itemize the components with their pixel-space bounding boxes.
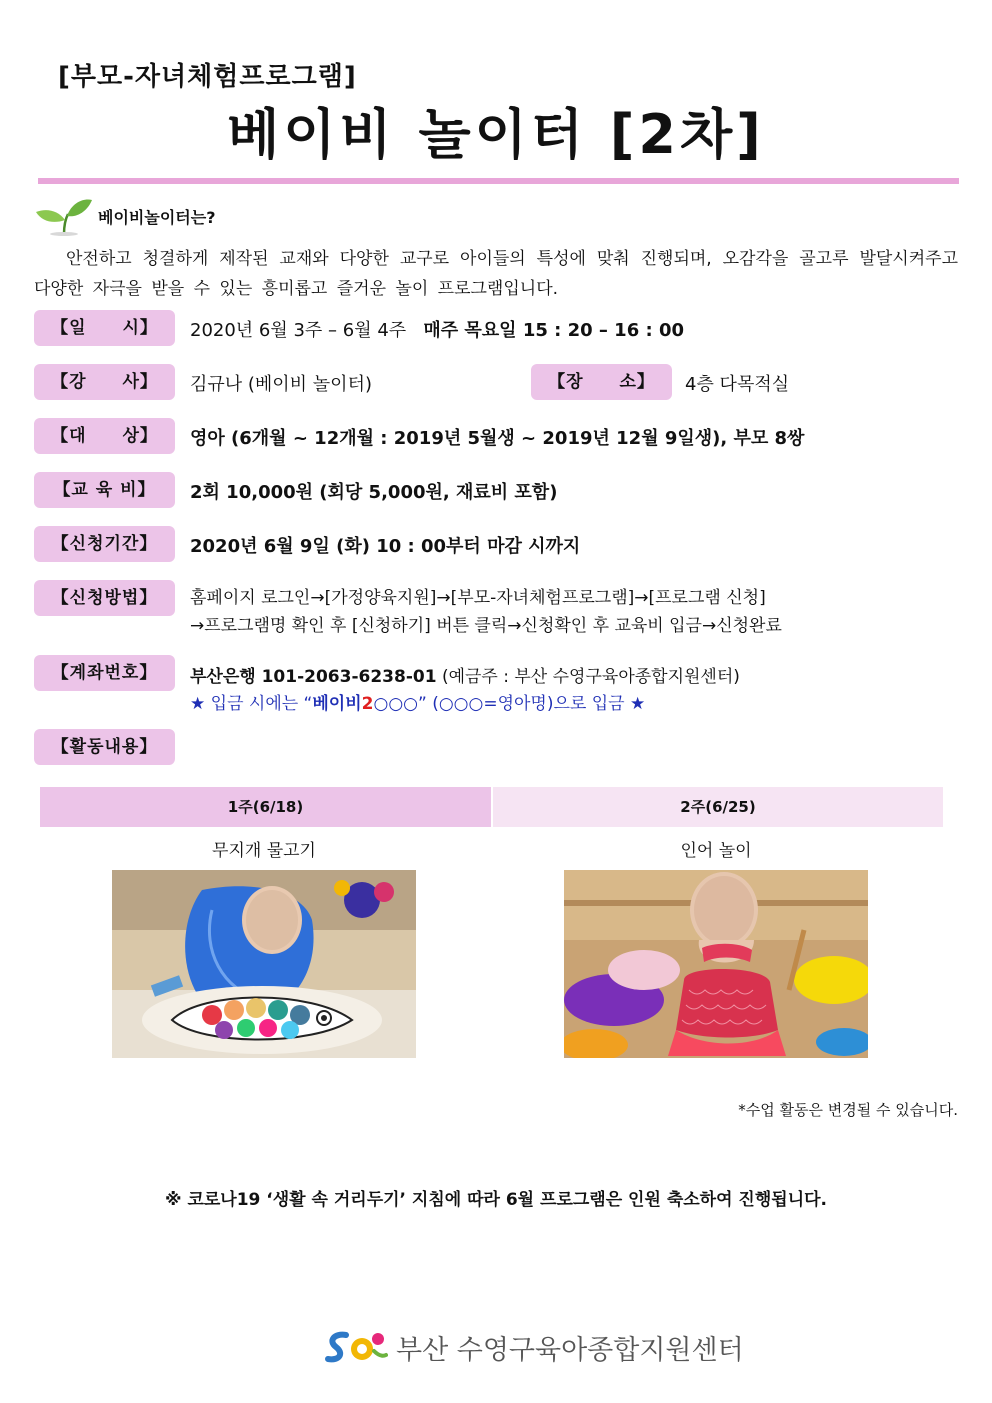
rainbow-fish-photo: [112, 870, 416, 1058]
account-number: 부산은행 101-2063-6238-01: [190, 667, 437, 687]
period-value: 2020년 6월 9일 (화) 10 : 00부터 마감 시까지: [190, 536, 581, 557]
deposit-note: [190, 689, 645, 714]
instructor-value: 김규나 (베이비 놀이터): [190, 374, 372, 395]
fee-value: 2회 10,000원 (회당 5,000원, 재료비 포함): [190, 482, 558, 503]
activity-table-header: [40, 787, 943, 827]
deposit-note-prefix: ★ 입금 시에는 “: [190, 694, 313, 714]
method-step1: 홈페이지 로그인→[가정양육지원]→[부모-자녀체험프로그램]→[프로그램 신청]: [190, 588, 766, 608]
period-label: 【신청기간】: [34, 526, 175, 562]
instructor-label: 【강 사】: [34, 364, 175, 400]
week2-header: 2주(6/25): [493, 787, 943, 827]
date-time: 매주 목요일 15 : 20 – 16 : 00: [423, 320, 685, 341]
target-value: 영아 (6개월 ~ 12개월 : 2019년 5월생 ~ 2019년 12월 9일생), 부모 8쌍: [190, 428, 805, 449]
date-label: 【일 시】: [34, 310, 175, 346]
account-label: 【계좌번호】: [34, 655, 175, 691]
week1-header: 1주(6/18): [40, 787, 493, 827]
covid-notice: ※ 코로나19 ‘생활 속 거리두기’ 지침에 따라 6월 프로그램은 인원 축소하여 진행됩니다.: [165, 1190, 827, 1210]
footer-logo: [324, 1325, 744, 1369]
sprout-icon: [34, 196, 94, 236]
account-holder: (예금주 : 부산 수영구육아종합지원센터): [441, 667, 740, 687]
date-range: 2020년 6월 3주 – 6월 4주: [190, 320, 407, 341]
deposit-note-bold: 베이비: [312, 694, 362, 714]
program-category: [부모-자녀체험프로그램]: [58, 62, 357, 92]
place-value: 4층 다목적실: [685, 374, 790, 395]
schedule-change-note: *수업 활동은 변경될 수 있습니다.: [738, 1101, 958, 1119]
week2-caption: 인어 놀이: [680, 841, 752, 861]
footer-org-name: 부산 수영구육아종합지원센터: [396, 1334, 744, 1366]
fee-label: 【교 육 비】: [34, 472, 175, 508]
deposit-note-suffix: ○○○” (○○○=영아명)으로 입금 ★: [373, 694, 646, 714]
title-divider: [38, 178, 959, 184]
activity-label: 【활동내용】: [34, 729, 175, 765]
mermaid-play-photo: [564, 870, 868, 1058]
place-label: 【장 소】: [531, 364, 672, 400]
center-logo-icon: [324, 1327, 388, 1367]
method-label: 【신청방법】: [34, 580, 175, 616]
intro-heading: 베이비놀이터는?: [98, 208, 216, 227]
page-title: 베이비 놀이터 [2차]: [227, 103, 765, 166]
method-step2: →프로그램명 확인 후 [신청하기] 버튼 클릭→신청확인 후 교육비 입금→신청완료: [190, 616, 782, 636]
intro-text: 안전하고 청결하게 제작된 교재와 다양한 교구로 아이들의 특성에 맞춰 진행되며, 오감각을 골고루 발달시켜주고 다양한 자극을 받을 수 있는 흥미롭고 즐거운 놀이 프로그램입니다.: [34, 249, 958, 299]
account-value: [190, 662, 740, 687]
week1-caption: 무지개 물고기: [212, 841, 316, 861]
date-value: [190, 316, 684, 342]
target-label: 【대 상】: [34, 418, 175, 454]
deposit-note-red: 2: [361, 694, 374, 714]
